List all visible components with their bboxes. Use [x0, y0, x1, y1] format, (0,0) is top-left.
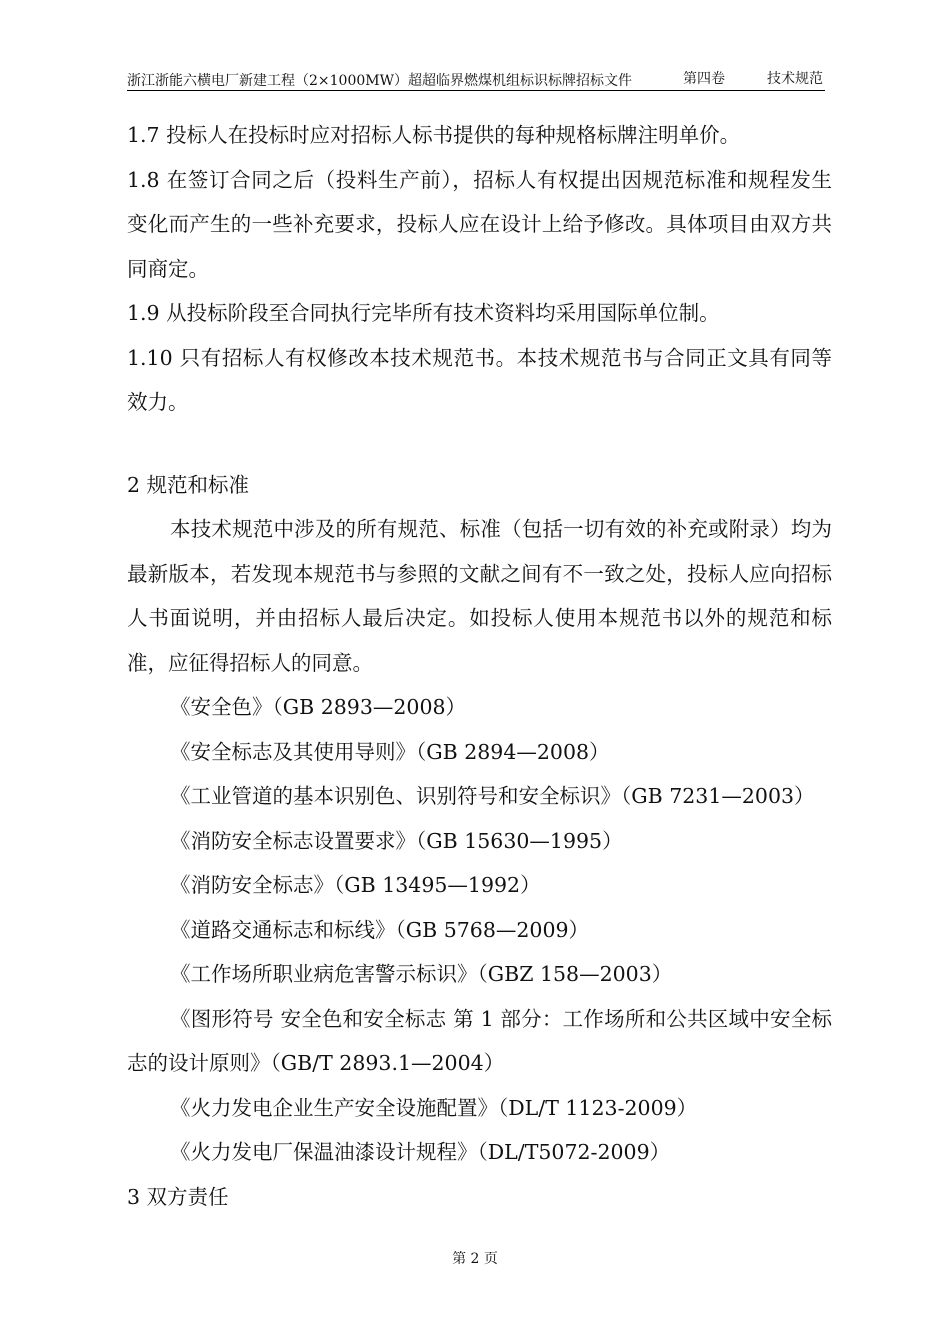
- standard-item: 《图形符号 安全色和安全标志 第 1 部分：工作场所和公共区域中安全标志的设计原则》（GB/T 2893.1—2004）: [127, 1006, 832, 1075]
- standard-item: 《火力发电企业生产安全设施配置》（DL/T 1123-2009）: [170, 1095, 698, 1120]
- standard-item: 《工业管道的基本识别色、识别符号和安全标识》（GB 7231—2003）: [170, 784, 815, 808]
- clause-1-10: 1.10 只有招标人有权修改本技术规范书。本技术规范书与合同正文具有同等效力。: [127, 345, 832, 414]
- section-3-heading: 3 双方责任: [127, 1184, 229, 1209]
- section-gap: [127, 425, 832, 463]
- page-header: [127, 70, 825, 91]
- standard-item: 《安全标志及其使用导则》（GB 2894—2008）: [170, 739, 610, 764]
- standard-item: 《工作场所职业病危害警示标识》（GBZ 158—2003）: [170, 962, 673, 986]
- section-2-heading: 2 规范和标准: [127, 472, 250, 497]
- header-section: 技术规范: [767, 71, 823, 87]
- standard-item: 《消防安全标志设置要求》（GB 15630—1995）: [170, 828, 623, 853]
- page-number: 第 2 页: [452, 1251, 498, 1267]
- page-content: [127, 113, 832, 1219]
- clause-1-9: 1.9 从投标阶段至合同执行完毕所有技术资料均采用国际单位制。: [127, 301, 720, 325]
- standard-item: 《安全色》（GB 2893—2008）: [170, 695, 467, 719]
- clause-1-7: 1.7 投标人在投标时应对招标人标书提供的每种规格标牌注明单价。: [127, 123, 741, 147]
- standard-item: 《火力发电厂保温油漆设计规程》（DL/T5072-2009）: [170, 1140, 671, 1164]
- header-document-title: 浙江浙能六横电厂新建工程（2×1000MW）超超临界燃煤机组标识标牌招标文件: [127, 73, 632, 89]
- standard-item: 《消防安全标志》（GB 13495—1992）: [170, 873, 541, 897]
- standard-item: 《道路交通标志和标线》（GB 5768—2009）: [170, 917, 590, 942]
- header-volume: 第四卷: [683, 71, 725, 87]
- section-2-intro: 本技术规范中涉及的所有规范、标准（包括一切有效的补充或附录）均为最新版本，若发现本规范书与参照的文献之间有不一致之处，投标人应向招标人书面说明，并由招标人最后决定。如投标人使用本规范书以外的规范和标准，应征得招标人的同意。: [127, 517, 832, 675]
- clause-1-8: 1.8 在签订合同之后（投料生产前），招标人有权提出因规范标准和规程发生变化而产生的一些补充要求，投标人应在设计上给予修改。具体项目由双方共同商定。: [127, 167, 832, 281]
